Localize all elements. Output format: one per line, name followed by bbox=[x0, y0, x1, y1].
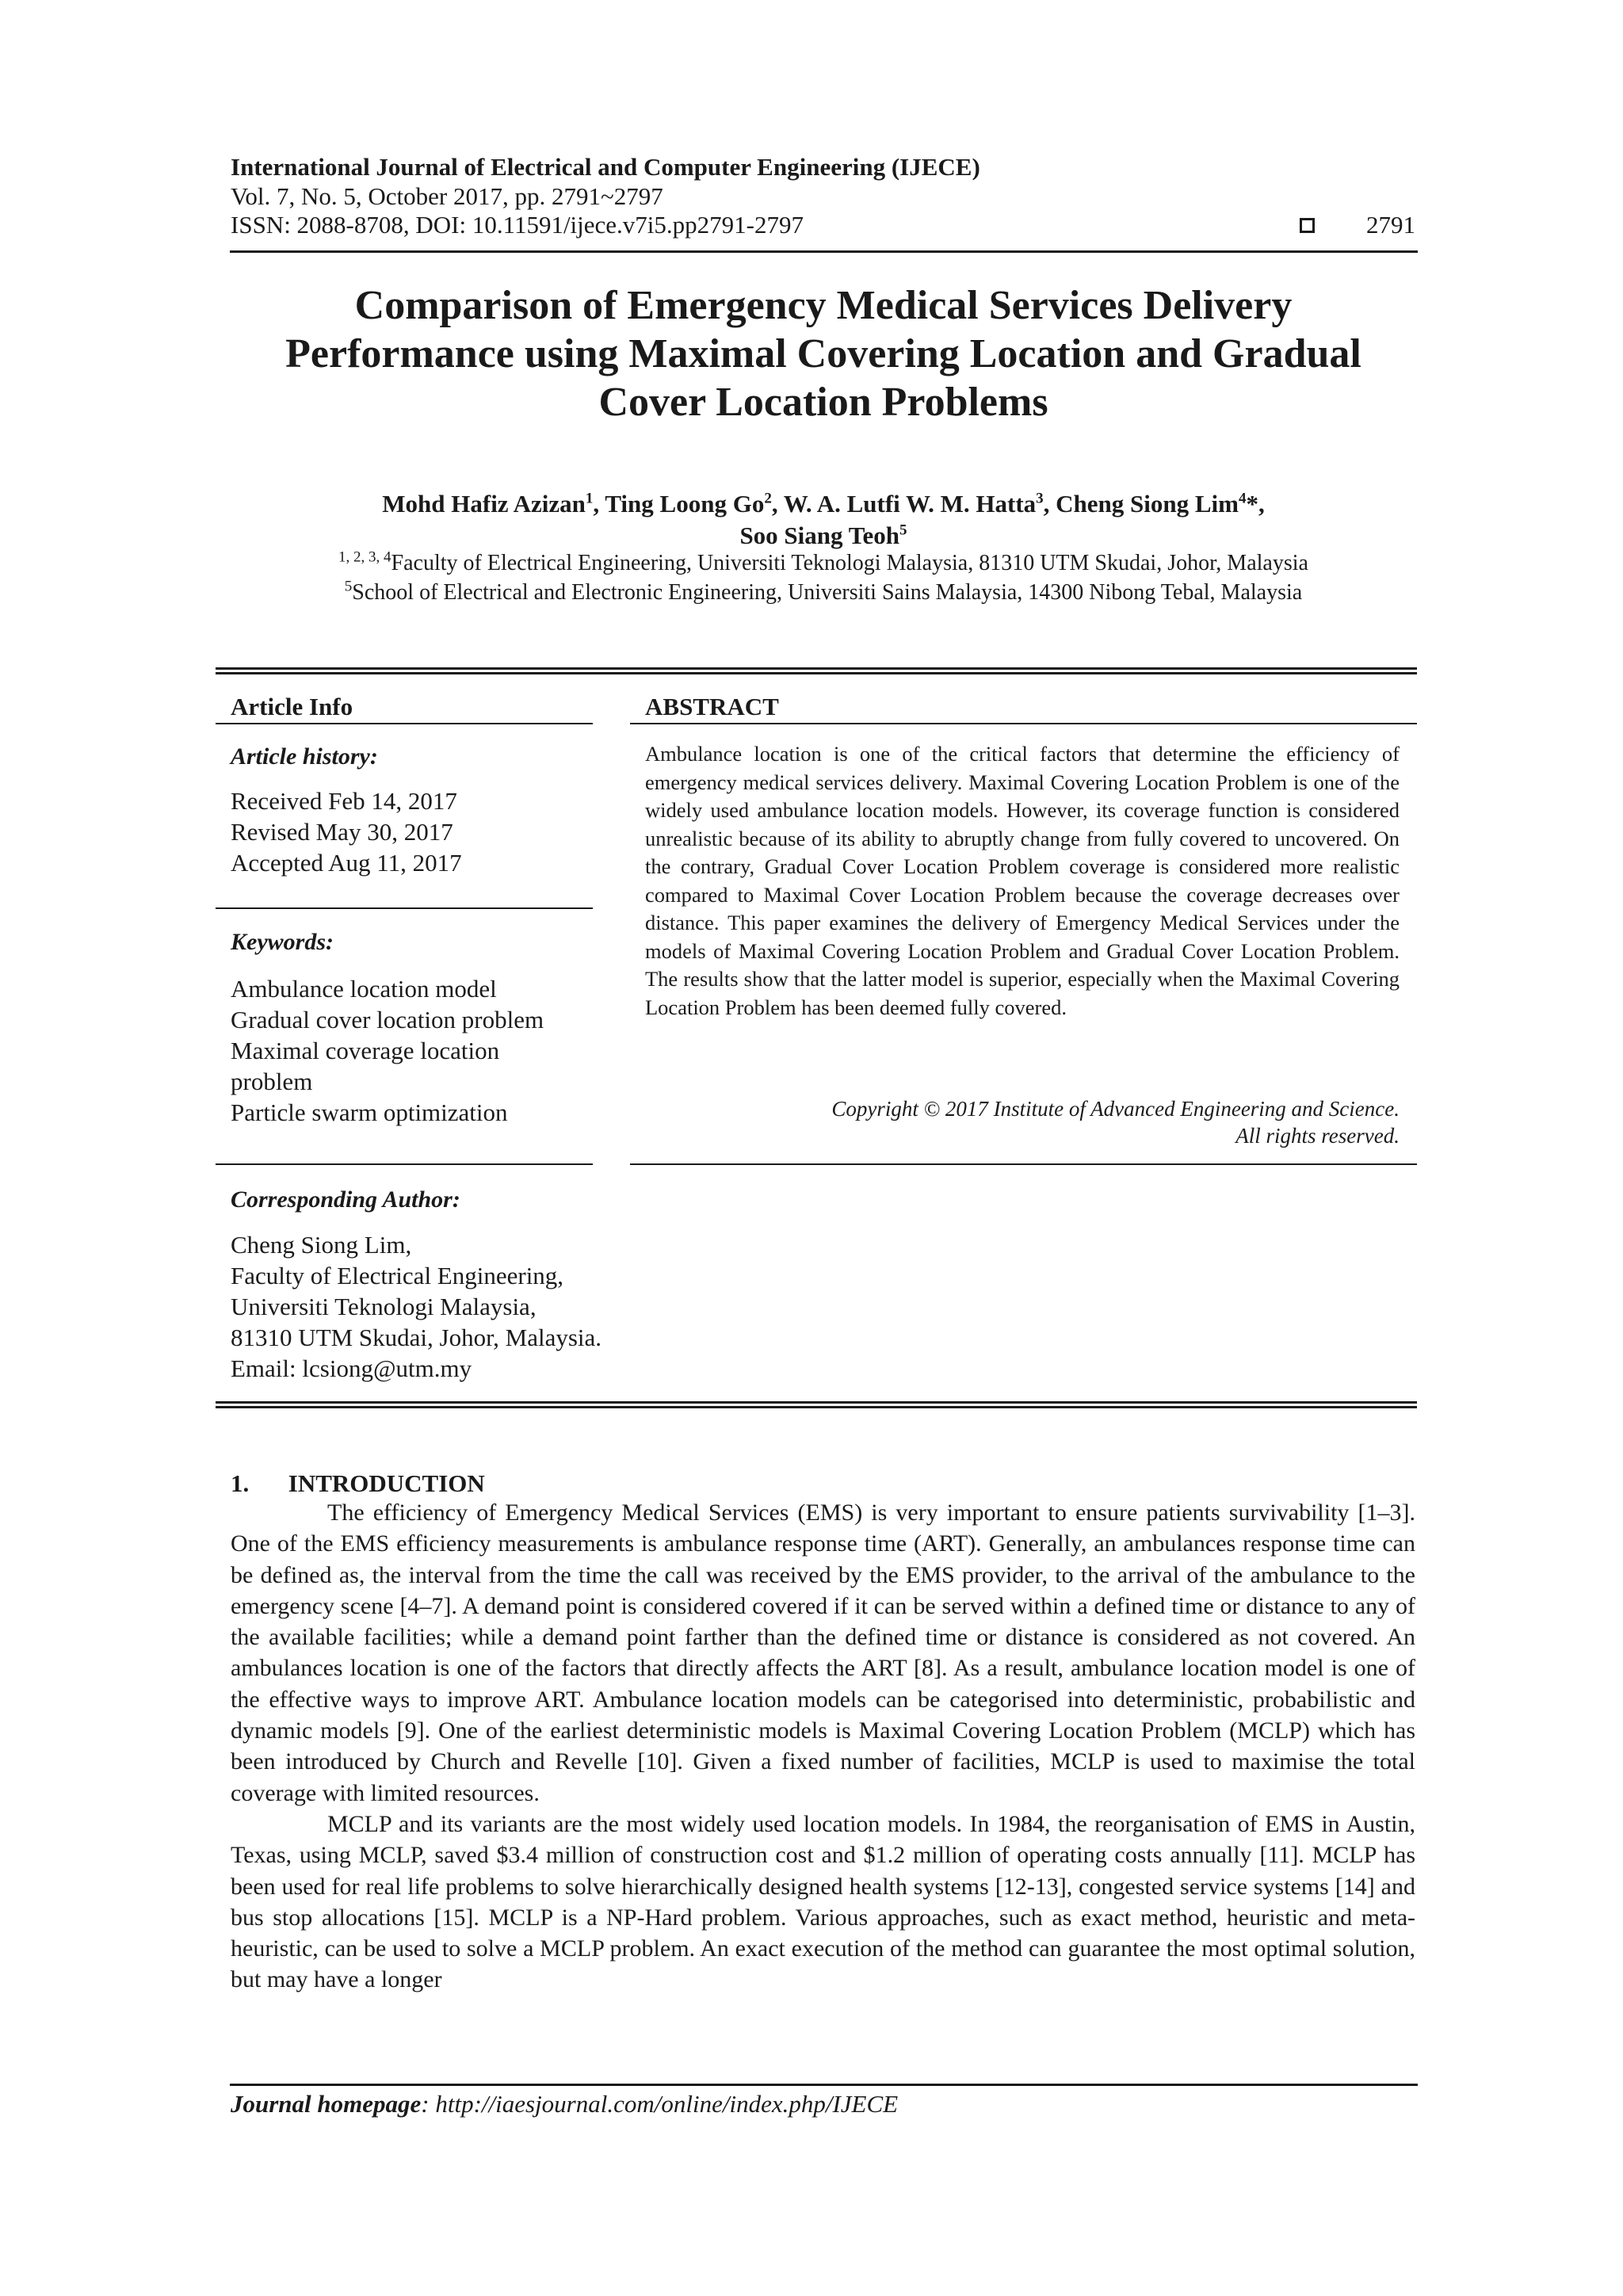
author-name: , W. A. Lutfi W. M. Hatta bbox=[771, 490, 1037, 518]
corresponding-author bbox=[231, 1229, 643, 1384]
title-line: Cover Location Problems bbox=[598, 380, 1048, 425]
history-heading: Article history: bbox=[231, 743, 378, 770]
journal-issn-doi: ISSN: 2088-8708, DOI: 10.11591/ijece.v7i5.pp2791-2797 bbox=[231, 211, 804, 239]
corresponding-heading: Corresponding Author: bbox=[231, 1186, 460, 1213]
section-title: INTRODUCTION bbox=[288, 1469, 485, 1497]
corresponding-line: Cheng Siong Lim, bbox=[231, 1231, 412, 1259]
paragraph: The efficiency of Emergency Medical Services (EMS) is very important to ensure patients survivability [1–3]. One of the EMS efficiency measurements is ambulance response time (ART). Generally, an ambulances response time can be defined as, the interval from the time the call was received by the EMS provider, to the arrival of the ambulance to the emergency scene [4–7]. A demand point is considered covered if it can be served within a defined time or distance to any of the available facilities; while a demand point farther than the defined time or distance is considered as not covered. An ambulances location is one of the factors that directly affects the ART [8]. As a result, ambulance location model is one of the effective ways to improve ART. Ambulance location models can be categorised into deterministic, probabilistic and dynamic models [9]. One of the earliest deterministic models is Maximal Covering Location Problem (MCLP) which has been introduced by Church and Revelle [10]. Given a fixed number of facilities, MCLP is used to maximise the total coverage with limited resources. bbox=[231, 1499, 1415, 1806]
author-name: , Cheng Siong Lim bbox=[1043, 490, 1239, 518]
author-affil-mark: 5 bbox=[899, 521, 907, 539]
accepted-date: Accepted Aug 11, 2017 bbox=[231, 849, 462, 877]
abstract-heading: ABSTRACT bbox=[645, 693, 779, 720]
introduction-body bbox=[231, 1497, 1415, 1996]
copyright-line: Copyright © 2017 Institute of Advanced Engineering and Science. bbox=[831, 1097, 1400, 1121]
keywords-heading: Keywords: bbox=[231, 929, 334, 955]
paragraph: MCLP and its variants are the most widely used location models. In 1984, the reorganisation of EMS in Austin, Texas, using MCLP, saved $3.4 million of construction cost and $1.2 million of operating costs annually [11]. MCLP has been used for real life problems to solve hierarchically designed health systems [12-13], congested service systems [14] and bus stop allocations [15]. MCLP is a NP-Hard problem. Various approaches, such as exact method, heuristic and meta-heuristic, can be used to solve a MCLP problem. An exact execution of the method can guarantee the most optimal solution, but may have a longer bbox=[231, 1810, 1415, 1993]
corresponding-line: Faculty of Electrical Engineering, bbox=[231, 1262, 564, 1289]
abstract-text: Ambulance location is one of the critical factors that determine the efficiency of emergency medical services delivery. Maximal Covering Location Problem is one of the widely used ambulance location models. However, its coverage function is considered unrealistic because of its ability to abruptly change from fully covered to uncovered. On the contrary, Gradual Cover Location Problem coverage is considered more realistic compared to Maximal Cover Location Problem because the coverage decreases over distance. This paper examines the delivery of Emergency Medical Services under the models of Maximal Covering Location Problem and Gradual Cover Location Problem. The results show that the latter model is superior, especially when the Maximal Covering Location Problem has been deemed fully covered. bbox=[645, 742, 1400, 1019]
keyword: Ambulance location model bbox=[231, 975, 497, 1003]
journal-name: International Journal of Electrical and Computer Engineering (IJECE) bbox=[231, 153, 980, 181]
keywords-rule bbox=[216, 1163, 593, 1165]
title-line: Comparison of Emergency Medical Services Delivery bbox=[354, 283, 1293, 328]
homepage-label: Journal homepage bbox=[231, 2090, 422, 2118]
affiliation bbox=[190, 579, 1457, 606]
abstract-bottom-rule bbox=[630, 1163, 1417, 1165]
author-affil-mark: 4 bbox=[1238, 490, 1247, 507]
article-history bbox=[231, 785, 595, 878]
title-line: Performance using Maximal Covering Location and Gradual bbox=[285, 331, 1361, 376]
affiliation-text: Faculty of Electrical Engineering, Universiti Teknologi Malaysia, 81310 UTM Skudai, Johor, Malaysia bbox=[391, 551, 1308, 575]
journal-volume: Vol. 7, No. 5, October 2017, pp. 2791~2797 bbox=[231, 182, 663, 210]
page-number-group bbox=[1300, 211, 1415, 239]
journal-homepage bbox=[231, 2089, 898, 2119]
page-number: 2791 bbox=[1366, 211, 1415, 239]
section-number: 1. bbox=[231, 1469, 250, 1497]
history-rule bbox=[216, 907, 593, 909]
copyright-line: All rights reserved. bbox=[1235, 1124, 1400, 1148]
info-box-top-rule bbox=[216, 667, 1417, 674]
corresponding-email: Email: lcsiong@utm.my bbox=[231, 1354, 472, 1382]
keyword: Gradual cover location problem bbox=[231, 1006, 544, 1033]
square-icon bbox=[1300, 218, 1315, 233]
keyword: Maximal coverage location bbox=[231, 1037, 500, 1064]
author-name: Mohd Hafiz Azizan bbox=[382, 490, 586, 518]
section-heading bbox=[231, 1469, 485, 1498]
corresponding-mark: *, bbox=[1246, 490, 1265, 518]
affiliation-text: School of Electrical and Electronic Engineering, Universiti Sains Malaysia, 14300 Nibong Tebal, Malaysia bbox=[352, 580, 1303, 605]
corresponding-line: Universiti Teknologi Malaysia, bbox=[231, 1293, 537, 1320]
corresponding-line: 81310 UTM Skudai, Johor, Malaysia. bbox=[231, 1324, 602, 1351]
footer-rule bbox=[230, 2084, 1418, 2086]
author-affil-mark: 2 bbox=[764, 490, 772, 507]
keyword: problem bbox=[231, 1068, 313, 1095]
keyword: Particle swarm optimization bbox=[231, 1098, 508, 1126]
affiliation-mark: 1, 2, 3, 4 bbox=[338, 548, 391, 566]
author-affil-mark: 1 bbox=[585, 490, 594, 507]
author-name: , Ting Loong Go bbox=[593, 490, 765, 518]
author-name: Soo Siang Teoh bbox=[739, 521, 900, 549]
affiliation-mark: 5 bbox=[344, 578, 353, 595]
abstract-rule bbox=[630, 723, 1417, 724]
affiliation bbox=[190, 550, 1457, 577]
keywords-list bbox=[231, 973, 595, 1128]
article-info-heading: Article Info bbox=[231, 693, 353, 720]
article-info-rule bbox=[216, 723, 593, 724]
revised-date: Revised May 30, 2017 bbox=[231, 818, 453, 846]
author-affil-mark: 3 bbox=[1036, 490, 1044, 507]
author-list bbox=[190, 488, 1457, 552]
received-date: Received Feb 14, 2017 bbox=[231, 787, 457, 815]
header-rule bbox=[230, 250, 1418, 253]
homepage-url[interactable]: : http://iaesjournal.com/online/index.php/IJECE bbox=[421, 2090, 899, 2118]
paper-title bbox=[190, 281, 1457, 426]
info-box-bottom-rule bbox=[216, 1401, 1417, 1408]
copyright-notice bbox=[645, 1095, 1400, 1149]
